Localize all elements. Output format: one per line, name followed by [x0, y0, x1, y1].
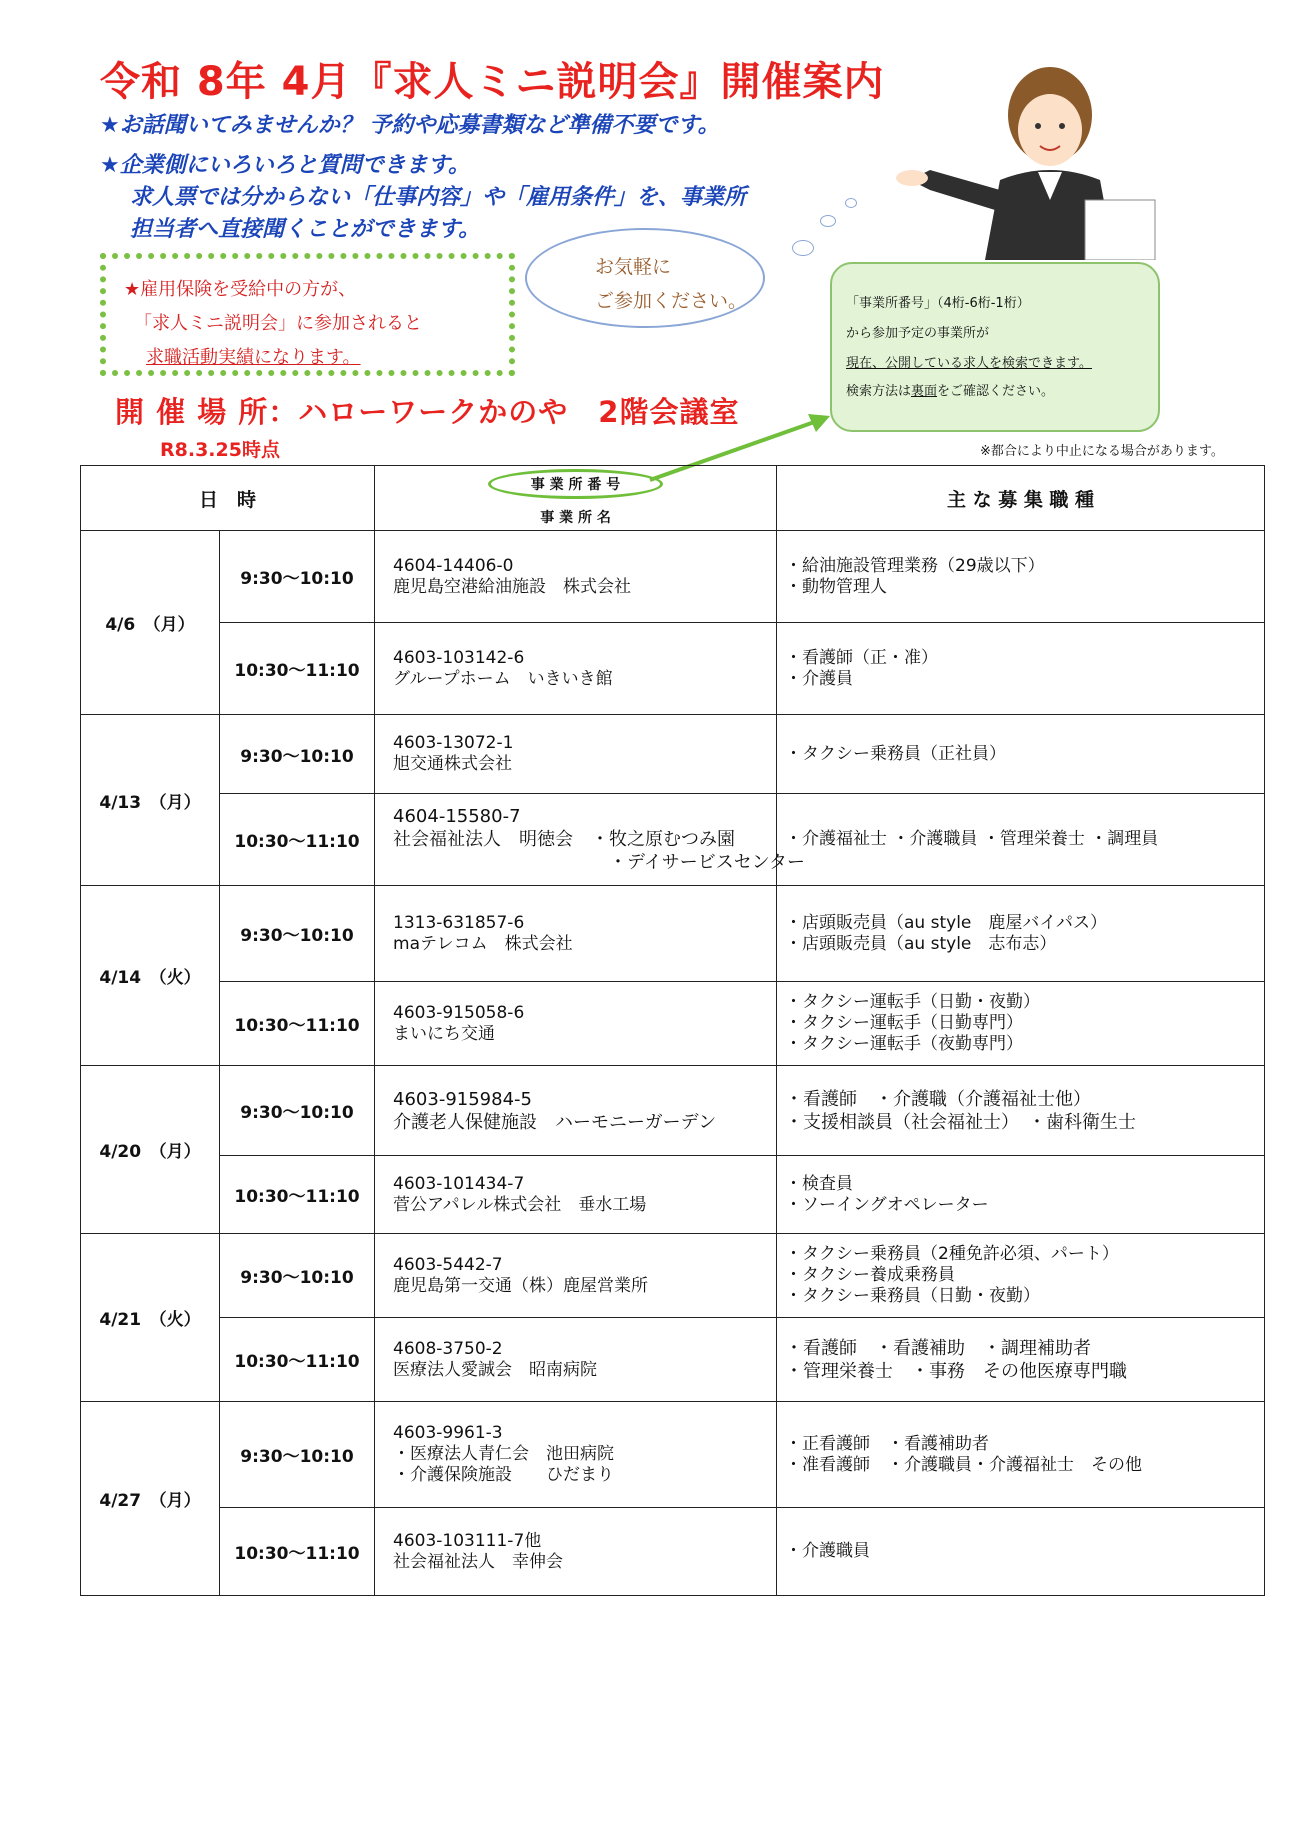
time-cell: 10:30～11:10 — [220, 1318, 375, 1402]
cloud-line-1: お気軽に — [595, 256, 672, 278]
cloud-bubble — [792, 240, 814, 256]
page-title: 令和 8年 4月『求人ミニ説明会』開催案内 — [100, 59, 885, 105]
date-cell: 4/14 （火） — [81, 886, 220, 1066]
time-cell: 10:30～11:10 — [220, 982, 375, 1066]
bubble-line-4c: をご確認ください。 — [937, 384, 1055, 399]
company-cell — [375, 794, 806, 886]
table-row — [81, 1156, 1265, 1234]
intro-line-4: 担当者へ直接聞くことができます。 — [130, 217, 481, 242]
time-cell: 9:30～10:10 — [220, 531, 375, 623]
job-item: ・動物管理人 — [785, 576, 888, 597]
job-item: ・タクシー運転手（日勤専門） — [785, 1013, 1024, 1033]
time-cell: 9:30～10:10 — [220, 1234, 375, 1318]
header-datetime: 日 時 — [81, 466, 375, 531]
job-item: ・タクシー運転手（日勤・夜勤） — [785, 992, 1041, 1012]
company-cell — [375, 1156, 777, 1234]
header-office-number: 事 業 所 番 号 — [488, 469, 664, 499]
table-row — [81, 1066, 1265, 1156]
company-cell — [375, 1508, 777, 1596]
company-cell — [375, 623, 777, 715]
schedule-table — [80, 465, 1265, 1596]
company-cell — [375, 982, 777, 1066]
cloud-bubble — [845, 198, 857, 208]
time-cell: 10:30～11:10 — [220, 1508, 375, 1596]
thought-cloud — [525, 228, 765, 328]
job-item: ・正看護師 ・看護補助者 — [785, 1433, 990, 1454]
jobs-cell — [777, 715, 1265, 794]
office-number: 4603-5442-7 — [393, 1254, 503, 1275]
jobs-cell — [777, 1156, 1265, 1234]
job-item: ・支援相談員（社会福祉士） ・歯科衛生士 — [785, 1111, 1137, 1133]
office-number: 4603-101434-7 — [393, 1173, 525, 1194]
company-name: グループホーム いきいき館 — [393, 668, 613, 689]
time-cell: 10:30～11:10 — [220, 623, 375, 715]
time-cell: 10:30～11:10 — [220, 1156, 375, 1234]
bubble-line-4a: 検索方法は — [846, 384, 912, 399]
company-name: maテレコム 株式会社 — [393, 933, 573, 954]
job-item: ・ソーイングオペレーター — [785, 1194, 989, 1215]
jobs-cell — [777, 623, 1265, 715]
company-name: ・医療法人青仁会 池田病院 — [393, 1444, 615, 1464]
company-name: 鹿児島第一交通（株）鹿屋営業所 — [393, 1275, 649, 1296]
company-cell — [375, 1234, 777, 1318]
table-row — [81, 715, 1265, 794]
cloud-bubble — [820, 215, 836, 227]
company-name: ・デイサービスセンター — [393, 852, 806, 873]
table-row — [81, 1402, 1265, 1508]
office-number: 1313-631857-6 — [393, 912, 525, 933]
intro-line-2: ★企業側にいろいろと質問できます。 — [100, 153, 470, 178]
header-office — [375, 466, 777, 531]
jobs-cell — [777, 1234, 1265, 1318]
time-cell: 10:30～11:10 — [220, 794, 375, 886]
intro-line-1: ★お話聞いてみませんか？ 予約や応募書類など準備不要です。 — [100, 113, 720, 138]
job-item: ・検査員 — [785, 1173, 854, 1194]
job-item: ・タクシー養成乗務員 — [785, 1265, 956, 1285]
company-name: 社会福祉法人 明徳会 ・牧之原むつみ園 — [393, 829, 736, 850]
company-name: ・介護保険施設 ひだまり — [393, 1465, 615, 1485]
job-item: ・准看護師 ・介護職員・介護福祉士 その他 — [785, 1454, 1143, 1475]
company-name: 鹿児島空港給油施設 株式会社 — [393, 576, 632, 597]
insurance-notice-box — [100, 253, 515, 376]
cloud-line-2: ご参加ください。 — [595, 290, 748, 312]
jobs-cell — [777, 531, 1265, 623]
table-row — [81, 531, 1265, 623]
intro-line-3: 求人票では分からない「仕事内容」や「雇用条件」を、事業所 — [130, 185, 747, 210]
office-number: 4603-103111-7他 — [393, 1530, 542, 1551]
job-item: ・介護職員 — [785, 1541, 871, 1561]
table-header-row — [81, 466, 1265, 531]
notice-line-3: 求職活動実績になります。 — [146, 347, 361, 368]
date-cell: 4/6 （月） — [81, 531, 220, 715]
job-item: ・看護師 ・介護職（介護福祉士他） — [785, 1088, 1092, 1110]
jobs-cell — [777, 1402, 1265, 1508]
date-cell: 4/27 （月） — [81, 1402, 220, 1596]
office-number: 4603-915984-5 — [393, 1088, 532, 1110]
time-cell: 9:30～10:10 — [220, 715, 375, 794]
time-cell: 9:30～10:10 — [220, 1066, 375, 1156]
header-office-name: 事 業 所 名 — [540, 510, 611, 526]
job-item: ・給油施設管理業務（29歳以下） — [785, 555, 1045, 576]
company-cell — [375, 715, 777, 794]
company-cell — [375, 1402, 777, 1508]
time-cell: 9:30～10:10 — [220, 1402, 375, 1508]
company-name: 介護老人保健施設 ハーモニーガーデン — [393, 1111, 717, 1133]
office-number: 4604-14406-0 — [393, 555, 514, 576]
office-number: 4608-3750-2 — [393, 1338, 503, 1359]
company-name: まいにち交通 — [393, 1023, 496, 1044]
jobs-cell — [777, 886, 1265, 982]
job-item: ・店頭販売員（au style 鹿屋バイパス） — [785, 912, 1108, 933]
presenter-illustration — [890, 60, 1190, 260]
header-jobs: 主 な 募 集 職 種 — [777, 466, 1265, 531]
company-cell — [375, 1318, 777, 1402]
office-number-info-bubble — [830, 262, 1160, 432]
job-item: ・看護師（正・准） — [785, 647, 939, 668]
bubble-line-1: 「事業所番号」（4桁-6桁-1桁） — [846, 296, 1030, 311]
company-name: 菅公アパレル株式会社 垂水工場 — [393, 1194, 647, 1215]
table-row — [81, 886, 1265, 982]
office-number: 4604-15580-7 — [393, 806, 521, 827]
job-item: ・タクシー乗務員（正社員） — [785, 743, 1007, 764]
job-item: ・介護員 — [785, 668, 854, 689]
table-row — [81, 1318, 1265, 1402]
job-item: ・タクシー乗務員（日勤・夜勤） — [785, 1286, 1041, 1306]
table-row — [81, 794, 1265, 886]
office-number: 4603-13072-1 — [393, 733, 514, 753]
jobs-cell — [777, 982, 1265, 1066]
notice-line-1: ★雇用保険を受給中の方が、 — [124, 279, 357, 300]
as-of-date: R8.3.25時点 — [160, 439, 280, 461]
bubble-line-4b: 裏面 — [911, 384, 938, 399]
jobs-cell — [777, 1066, 1265, 1156]
job-item: ・介護福祉士 ・介護職員 ・管理栄養士 ・調理員 — [785, 829, 1159, 849]
table-row — [81, 982, 1265, 1066]
venue: 開 催 場 所：ハローワークかのや 2階会議室 — [115, 395, 740, 429]
date-cell: 4/13 （月） — [81, 715, 220, 886]
bubble-line-2: から参加予定の事業所が — [846, 326, 990, 341]
office-number: 4603-103142-6 — [393, 647, 525, 668]
job-item: ・店頭販売員（au style 志布志） — [785, 933, 1057, 954]
company-name: 社会福祉法人 幸伸会 — [393, 1551, 564, 1572]
office-number: 4603-9961-3 — [393, 1423, 503, 1443]
company-cell — [375, 886, 777, 982]
notice-line-2: 「求人ミニ説明会」に参加されると — [134, 313, 422, 334]
job-item: ・タクシー運転手（夜勤専門） — [785, 1034, 1024, 1054]
company-cell — [375, 1066, 777, 1156]
cancel-note: ※都合により中止になる場合があります。 — [980, 444, 1224, 459]
job-item: ・管理栄養士 ・事務 その他医療専門職 — [785, 1360, 1128, 1382]
company-name: 旭交通株式会社 — [393, 754, 513, 774]
table-row — [81, 623, 1265, 715]
company-cell — [375, 531, 777, 623]
job-item: ・タクシー乗務員（2種免許必須、パート） — [785, 1244, 1119, 1264]
job-item: ・看護師 ・看護補助 ・調理補助者 — [785, 1337, 1092, 1359]
jobs-cell — [777, 1508, 1265, 1596]
jobs-cell — [777, 794, 1265, 886]
company-name: 医療法人愛誠会 昭南病院 — [393, 1359, 598, 1380]
time-cell: 9:30～10:10 — [220, 886, 375, 982]
bubble-line-4 — [846, 380, 1054, 399]
bubble-line-3: 現在、公開している求人を検索できます。 — [846, 356, 1092, 371]
office-number: 4603-915058-6 — [393, 1002, 525, 1023]
date-cell: 4/21 （火） — [81, 1234, 220, 1402]
table-row — [81, 1234, 1265, 1318]
jobs-cell — [777, 1318, 1265, 1402]
date-cell: 4/20 （月） — [81, 1066, 220, 1234]
table-row — [81, 1508, 1265, 1596]
